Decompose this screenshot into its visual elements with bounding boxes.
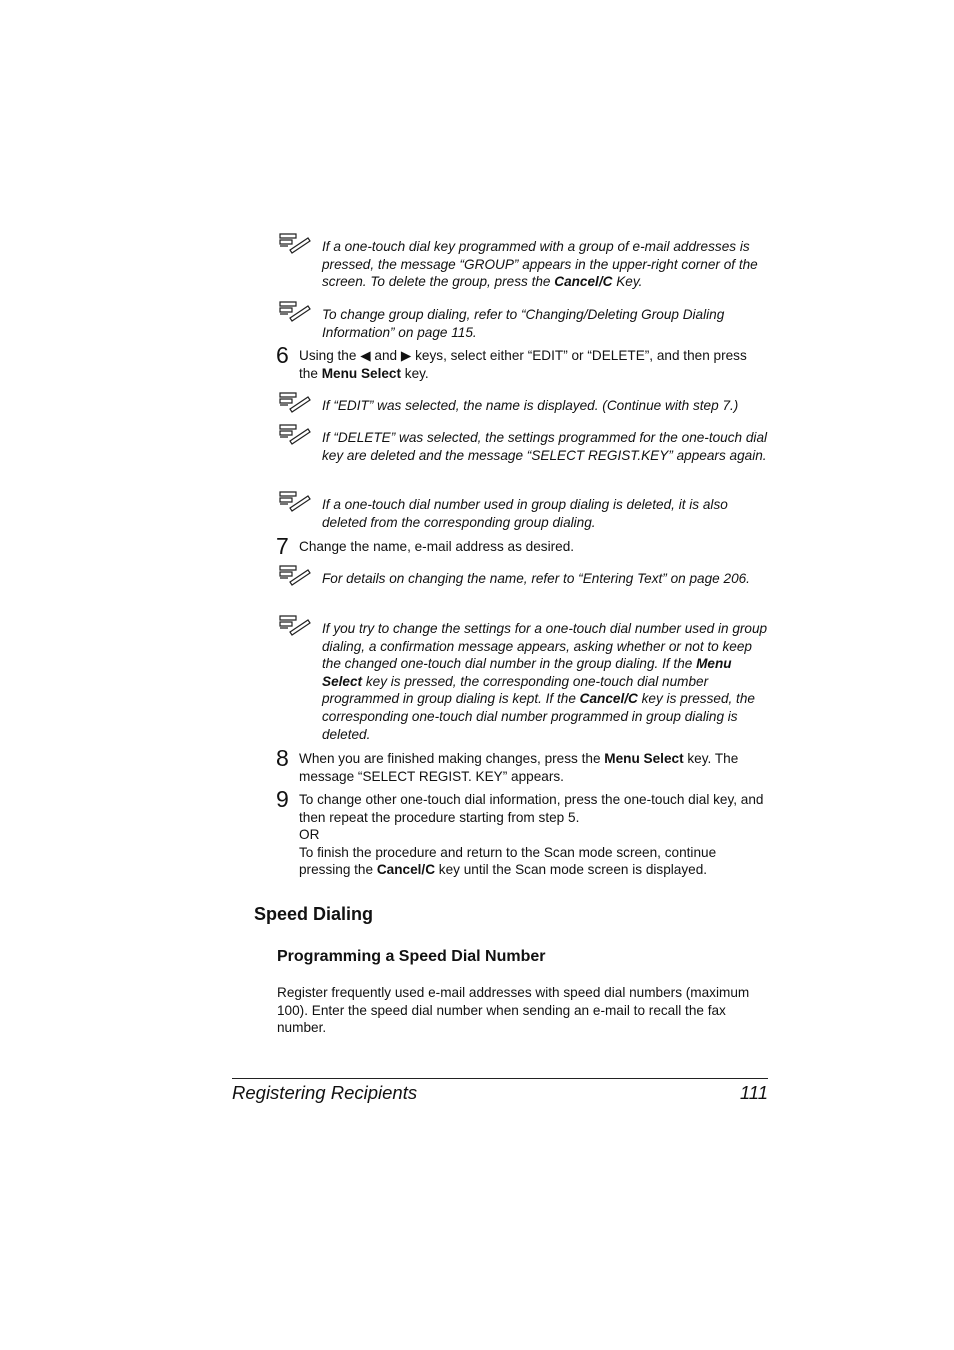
note-text: For details on changing the name, refer to “Entering Text” on page 206. (322, 571, 750, 586)
note-text: If a one-touch dial number used in group dialing is deleted, it is also deleted from the corresponding group dialing. (322, 497, 728, 530)
step-number: 7 (276, 533, 289, 559)
note-pencil-icon (278, 300, 312, 324)
note-text: To change group dialing, refer to “Changing/Deleting Group Dialing Information” on page 115. (322, 307, 725, 340)
step-text: To change other one-touch dial information, press the one-touch dial key, and then repeat the procedure starting from step 5. OR To finish the procedure and return to the Scan mode screen, continue pressing the Cancel/C key until the Scan mode screen is displayed. (299, 792, 764, 878)
footer-title: Registering Recipients (232, 1082, 418, 1103)
note-text: If you try to change the settings for a one-touch dial number used in group dialing, a confirmation message appears, asking whether or not to keep the changed one-touch dial number in the group dialing. If the Menu Select key is pressed, the corresponding one-touch dial number programmed in group dialing is kept. If the Cancel/C key is pressed, the corresponding one-touch dial number programmed in group dialing is deleted. (322, 621, 768, 742)
note-pencil-icon (278, 564, 312, 588)
note-pencil-icon (278, 232, 312, 256)
step-text: Change the name, e-mail address as desired. (299, 539, 575, 554)
note-pencil-icon (278, 391, 312, 415)
note-text: If a one-touch dial key programmed with a group of e-mail addresses is pressed, the message “GROUP” appears in the upper-right corner of the screen. To delete the group, press the Cancel/C Key. (322, 239, 758, 290)
note-text: If “EDIT” was selected, the name is displayed. (Continue with step 7.) (322, 398, 739, 413)
section-heading: Speed Dialing (254, 904, 374, 924)
note-text: If “DELETE” was selected, the settings programmed for the one-touch dial key are deleted and the message “SELECT REGIST.KEY” appears again. (322, 430, 768, 463)
step-number: 9 (276, 786, 289, 812)
note-pencil-icon (278, 490, 312, 514)
subsection-heading: Programming a Speed Dial Number (277, 948, 546, 965)
step-text: When you are finished making changes, press the Menu Select key. The message “SELECT REGIST. KEY” appears. (299, 751, 739, 784)
step-number: 6 (276, 342, 289, 368)
note-pencil-icon (278, 614, 312, 638)
page-number: 111 (739, 1082, 768, 1103)
step-number: 8 (276, 745, 289, 771)
step-text: Using the ◀ and ▶ keys, select either “EDIT” or “DELETE”, and then press the Menu Select key. (299, 348, 747, 381)
body-paragraph: Register frequently used e-mail addresses with speed dial numbers (maximum 100). Enter the speed dial number when sending an e-mail to recall the fax number. (277, 985, 750, 1036)
footer-rule (232, 1078, 768, 1079)
note-pencil-icon (278, 423, 312, 447)
